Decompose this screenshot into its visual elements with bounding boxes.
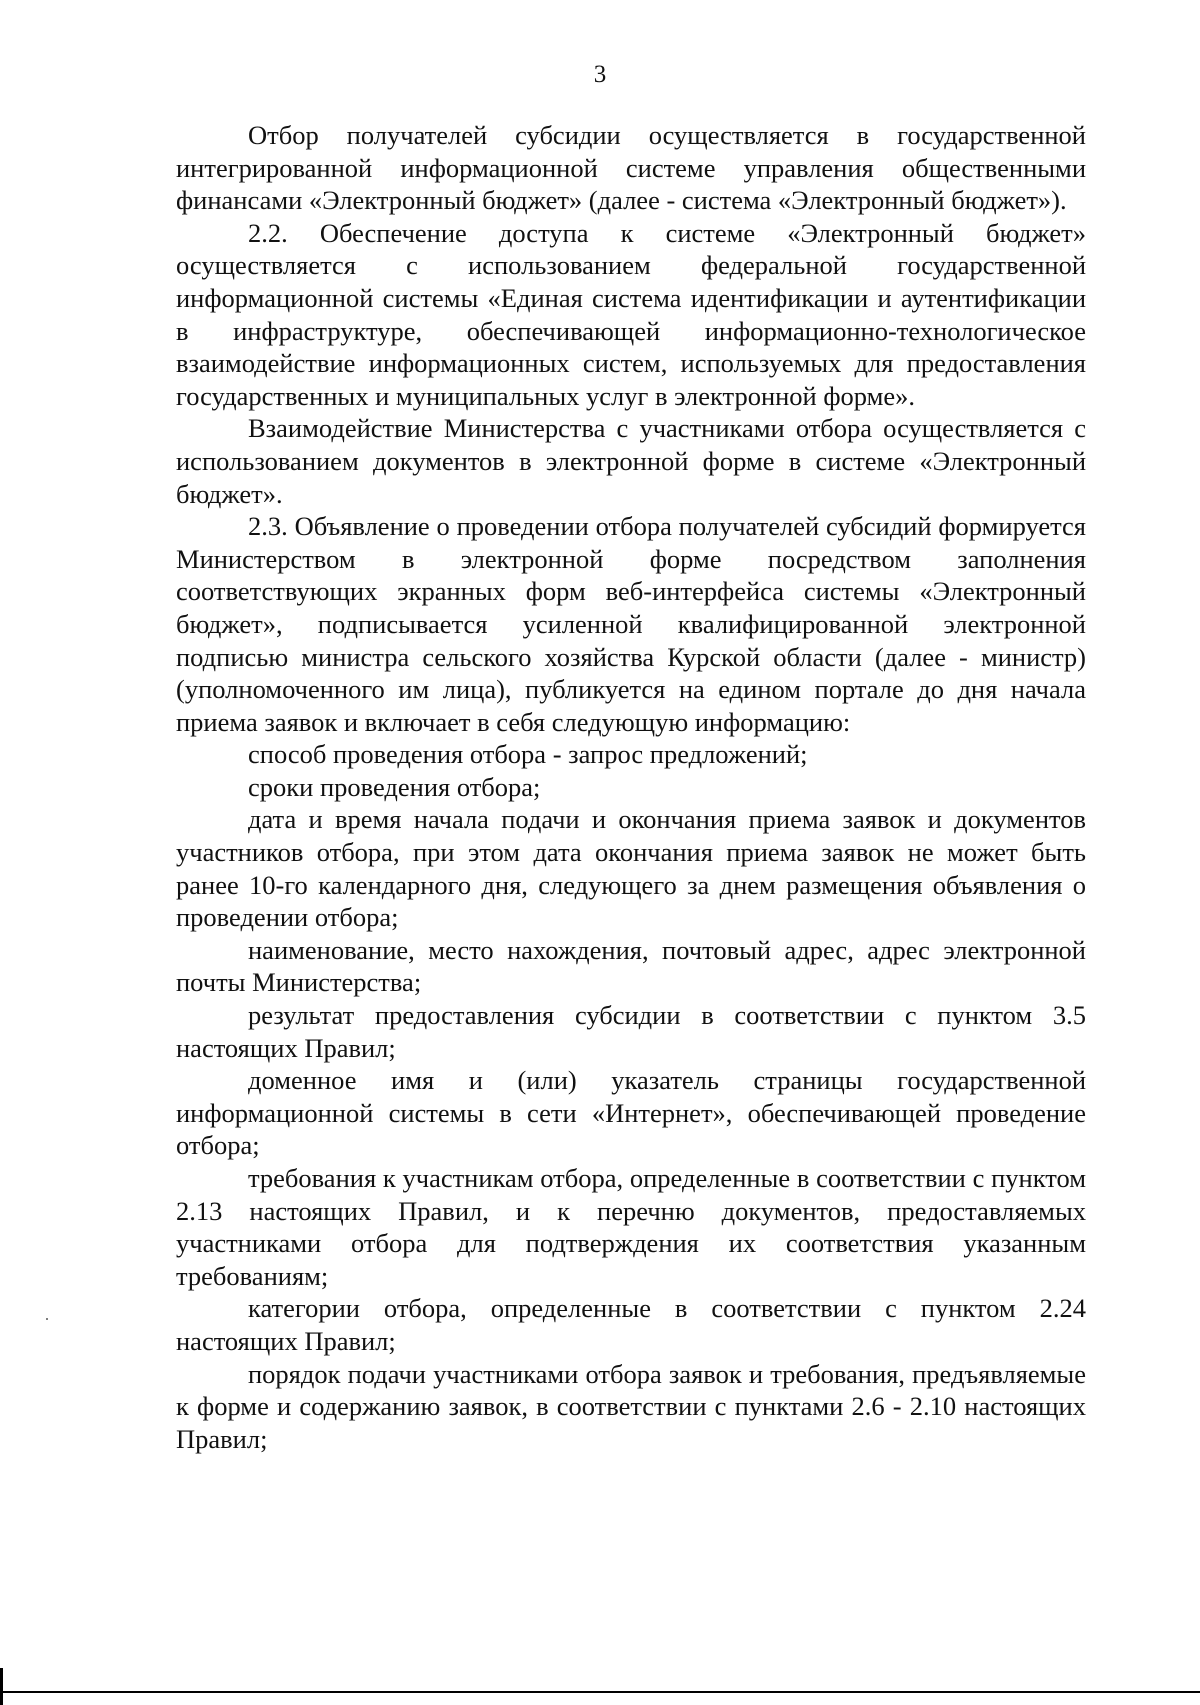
list-item-subsidy-result: результат предоставления субсидии в соответствии с пунктом 3.5 настоящих Правил; — [176, 1000, 1086, 1063]
list-item-participant-requirements: требования к участникам отбора, определенные в соответствии с пунктом 2.13 настоящих Правил, и к перечню документов, предоставляемых участниками отбора для подтверждения их соответствия указанным требованиям; — [176, 1163, 1086, 1291]
paragraph-2-2-access: 2.2. Обеспечение доступа к системе «Электронный бюджет» осуществляется с использованием федеральной государственной информационной системы «Единая система идентификации и аутентификации в инфраструктуре, обеспечивающей информационно-технологическое взаимодействие информационных систем, используемых для предоставления государственных и муниципальных услуг в электронной форме». — [176, 217, 1086, 411]
list-item-selection-method: способ проведения отбора - запрос предложений; — [248, 739, 808, 770]
list-item-selection-categories: категории отбора, определенные в соответствии с пунктом 2.24 настоящих Правил; — [176, 1293, 1086, 1356]
paragraph-selection-system: Отбор получателей субсидии осуществляется в государственной интегрированной информационной системе управления общественными финансами «Электронный бюджет» (далее - система «Электронный бюджет»). — [176, 120, 1086, 216]
paragraph-interaction: Взаимодействие Министерства с участниками отбора осуществляется с использованием документов в электронной форме в системе «Электронный бюджет». — [176, 413, 1086, 509]
scan-edge-bottom — [0, 1691, 1200, 1693]
list-item-domain-name: доменное имя и (или) указатель страницы государственной информационной системы в сети «Интернет», обеспечивающей проведение отбора; — [176, 1065, 1086, 1161]
scan-edge-left — [0, 1668, 3, 1705]
list-item-application-dates: дата и время начала подачи и окончания приема заявок и документов участников отбора, при этом дата окончания приема заявок не может быть ранее 10-го календарного дня, следующего за днем размещения объявления о проведении отбора; — [176, 804, 1086, 933]
paragraph-2-3-announcement: 2.3. Объявление о проведении отбора получателей субсидий формируется Министерством в электронной форме посредством заполнения соответствующих экранных форм веб-интерфейса системы «Электронный бюджет», подписывается усиленной квалифицированной электронной подписью министра сельского хозяйства Курской области (далее - министр) (уполномоченного им лица), публикуется на едином портале до дня начала приема заявок и включает в себя следующую информацию: — [176, 511, 1086, 737]
list-item-selection-terms: сроки проведения отбора; — [248, 771, 541, 802]
list-item-ministry-contacts: наименование, место нахождения, почтовый адрес, адрес электронной почты Министерства; — [176, 934, 1086, 998]
document-body — [176, 119, 1086, 1455]
list-item-submission-procedure: порядок подачи участниками отбора заявок и требования, предъявляемые к форме и содержанию заявок, в соответствии с пунктами 2.6 - 2.10 настоящих Правил; — [176, 1358, 1086, 1454]
scan-speck — [46, 1318, 48, 1320]
page-number: 3 — [593, 61, 607, 88]
